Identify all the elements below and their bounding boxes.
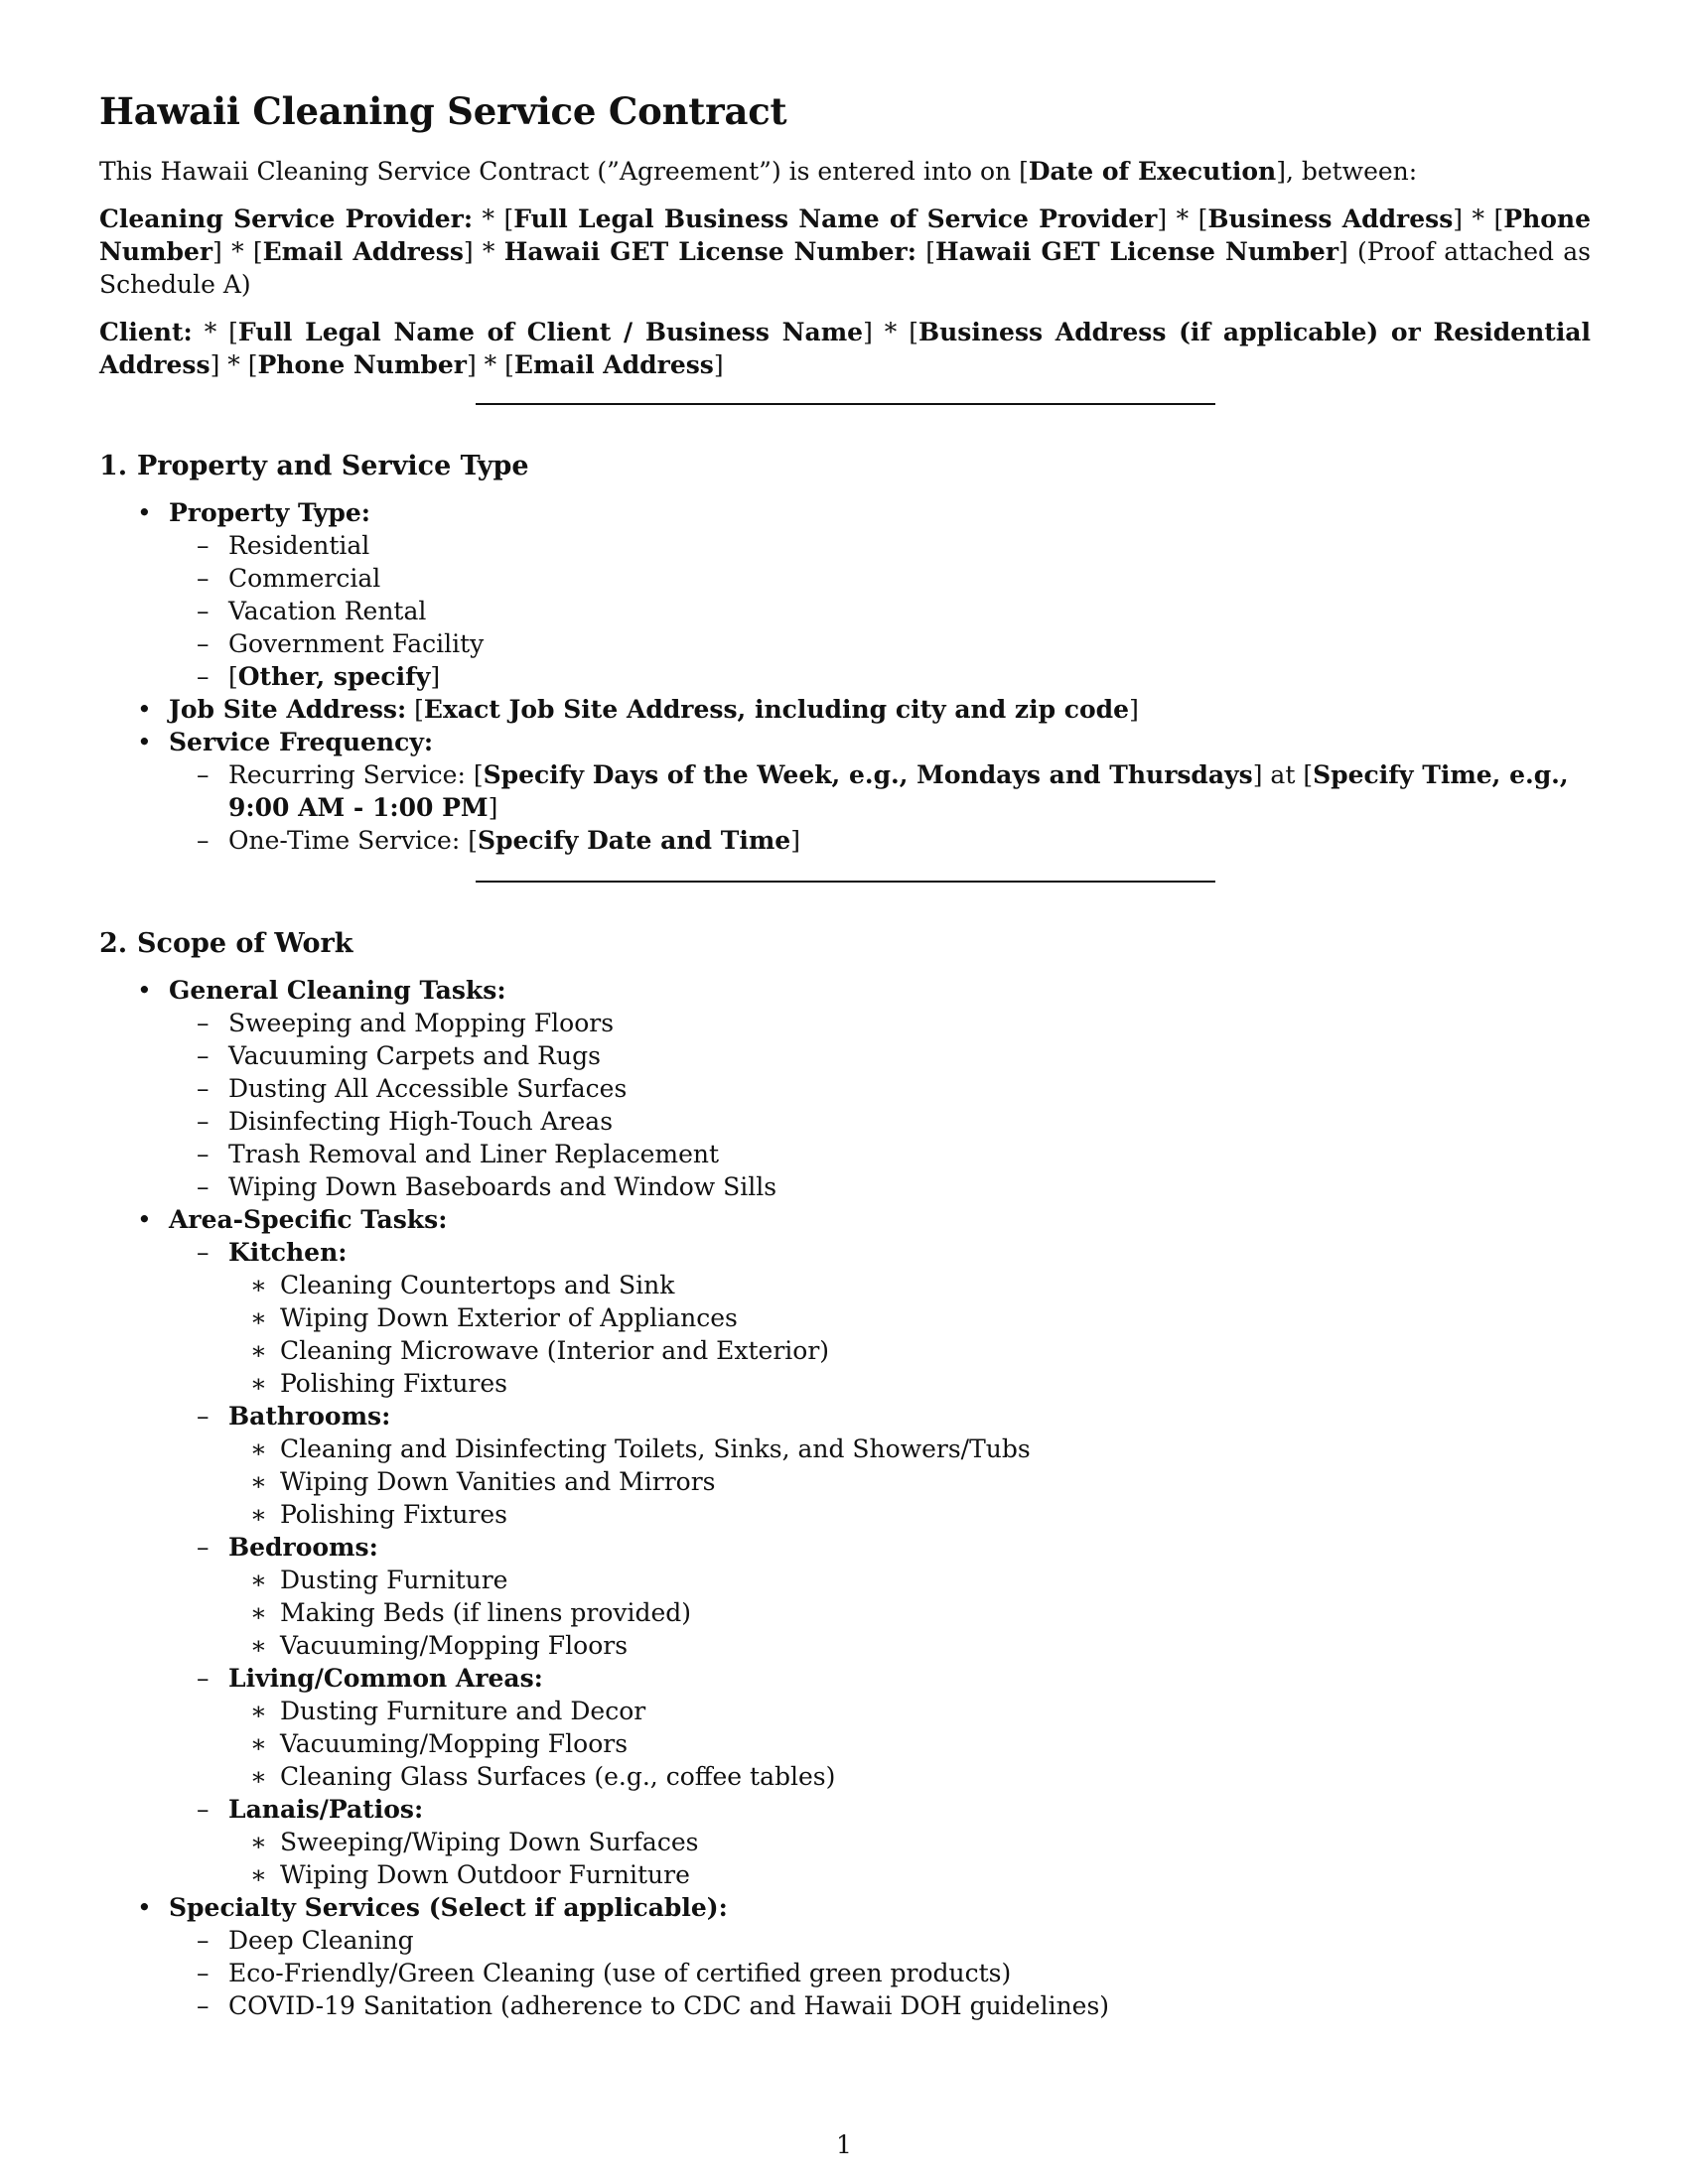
- dash-marker: –: [197, 1402, 210, 1431]
- document-page: [99, 87, 1591, 2022]
- page-title: Hawaii Cleaning Service Contract: [99, 89, 787, 133]
- intro-paragraph: This Hawaii Cleaning Service Contract (”Agreement”) is entered into on [Date of Execution], between:: [99, 157, 1418, 186]
- list-item: – Trash Removal and Liner Replacement: [197, 1140, 720, 1168]
- star-marker: ∗: [250, 1369, 267, 1398]
- dash-marker: –: [197, 629, 210, 658]
- list-item: ∗ Wiping Down Exterior of Appliances: [250, 1303, 738, 1332]
- star-marker: ∗: [250, 1860, 267, 1889]
- list-item: – Vacation Rental: [197, 597, 427, 625]
- list-item: – One-Time Service: [Specify Date and Time]: [197, 826, 800, 855]
- list-item: – COVID-19 Sanitation (adherence to CDC and Hawaii DOH guidelines): [197, 1991, 1110, 2020]
- star-marker: ∗: [250, 1336, 267, 1365]
- list-item: ∗ Sweeping/Wiping Down Surfaces: [250, 1828, 699, 1856]
- list-item: – Living/Common Areas:: [197, 1664, 543, 1693]
- horizontal-rule: [476, 403, 1215, 405]
- list-item: – Lanais/Patios:: [197, 1795, 424, 1824]
- list-item: ∗ Dusting Furniture and Decor: [250, 1697, 646, 1725]
- dash-marker: –: [197, 1664, 210, 1693]
- dash-marker: –: [197, 1238, 210, 1267]
- list-item: – Eco-Friendly/Green Cleaning (use of certified green products): [197, 1959, 1012, 1987]
- list-item: ∗ Cleaning and Disinfecting Toilets, Sinks, and Showers/Tubs: [250, 1434, 1031, 1463]
- section-2-list: [99, 974, 1591, 2022]
- list-item: • Job Site Address: [Exact Job Site Address, including city and zip code]: [137, 695, 1139, 724]
- list-item: – Government Facility: [197, 629, 485, 658]
- list-item: • General Cleaning Tasks:: [137, 976, 506, 1005]
- dash-marker: –: [197, 1991, 210, 2020]
- list-item: • Service Frequency:: [137, 728, 434, 756]
- star-marker: ∗: [250, 1434, 267, 1463]
- star-marker: ∗: [250, 1500, 267, 1529]
- dash-marker: –: [197, 662, 210, 691]
- list-item: – Recurring Service: [Specify Days of the Week, e.g., Mondays and Thursdays] at [Specify Time, e.g., 9:00 AM - 1:00 PM]: [197, 760, 1569, 822]
- list-item: – Kitchen:: [197, 1238, 348, 1267]
- dash-marker: –: [197, 1926, 210, 1955]
- list-item: ∗ Cleaning Glass Surfaces (e.g., coffee tables): [250, 1762, 836, 1791]
- star-marker: ∗: [250, 1828, 267, 1856]
- list-item: ∗ Wiping Down Outdoor Furniture: [250, 1860, 690, 1889]
- dash-marker: –: [197, 826, 210, 855]
- list-item: – Sweeping and Mopping Floors: [197, 1009, 615, 1037]
- bullet-marker: •: [137, 728, 152, 756]
- star-marker: ∗: [250, 1303, 267, 1332]
- dash-marker: –: [197, 1041, 210, 1070]
- dash-marker: –: [197, 564, 210, 593]
- section-2-heading: 2. Scope of Work: [99, 928, 353, 959]
- list-item: ∗ Polishing Fixtures: [250, 1369, 507, 1398]
- star-marker: ∗: [250, 1762, 267, 1791]
- list-item: – Deep Cleaning: [197, 1926, 414, 1955]
- star-marker: ∗: [250, 1631, 267, 1660]
- page-number: 1: [836, 2130, 852, 2159]
- list-item: – Bedrooms:: [197, 1533, 378, 1562]
- star-marker: ∗: [250, 1729, 267, 1758]
- bullet-marker: •: [137, 1205, 152, 1234]
- list-item: – Residential: [197, 531, 370, 560]
- dash-marker: –: [197, 1172, 210, 1201]
- section-1-list: [99, 496, 1591, 857]
- dash-marker: –: [197, 597, 210, 625]
- list-item: ∗ Dusting Furniture: [250, 1566, 508, 1594]
- provider-paragraph: Cleaning Service Provider: * [Full Legal Business Name of Service Provider] * [Business Address] * [Phone Number] * [Email Address] * Hawaii GET License Number: [Hawaii GET License Number] (Proof attached as Schedule A): [99, 205, 1592, 299]
- bullet-marker: •: [137, 1893, 152, 1922]
- dash-marker: –: [197, 1140, 210, 1168]
- list-item: ∗ Making Beds (if linens provided): [250, 1598, 692, 1627]
- client-label: Client:: [99, 318, 193, 346]
- dash-marker: –: [197, 531, 210, 560]
- horizontal-rule: [476, 881, 1215, 883]
- list-item: ∗ Vacuuming/Mopping Floors: [250, 1729, 629, 1758]
- star-marker: ∗: [250, 1697, 267, 1725]
- bullet-marker: •: [137, 976, 152, 1005]
- list-item: – [Other, specify]: [197, 662, 441, 691]
- list-item: ∗ Cleaning Countertops and Sink: [250, 1271, 675, 1299]
- list-item: – Vacuuming Carpets and Rugs: [197, 1041, 601, 1070]
- bullet-marker: •: [137, 695, 152, 724]
- list-item: – Bathrooms:: [197, 1402, 391, 1431]
- list-item: ∗ Vacuuming/Mopping Floors: [250, 1631, 629, 1660]
- dash-marker: –: [197, 1074, 210, 1103]
- list-item: • Area-Specific Tasks:: [137, 1205, 448, 1234]
- list-item: – Dusting All Accessible Surfaces: [197, 1074, 628, 1103]
- star-marker: ∗: [250, 1566, 267, 1594]
- bullet-marker: •: [137, 498, 152, 527]
- dash-marker: –: [197, 1795, 210, 1824]
- dash-marker: –: [197, 1959, 210, 1987]
- list-item: • Property Type:: [137, 498, 370, 527]
- list-item: ∗ Wiping Down Vanities and Mirrors: [250, 1467, 716, 1496]
- list-item: – Disinfecting High-Touch Areas: [197, 1107, 614, 1136]
- list-item: – Wiping Down Baseboards and Window Sills: [197, 1172, 777, 1201]
- client-paragraph: Client: * [Full Legal Name of Client / Business Name] * [Business Address (if applicable) or Residential Address] * [Phone Number] * [Email Address]: [99, 318, 1592, 379]
- provider-label: Cleaning Service Provider:: [99, 205, 474, 233]
- star-marker: ∗: [250, 1271, 267, 1299]
- list-item: – Commercial: [197, 564, 381, 593]
- section-1-heading: 1. Property and Service Type: [99, 451, 529, 481]
- list-item: ∗ Polishing Fixtures: [250, 1500, 507, 1529]
- star-marker: ∗: [250, 1598, 267, 1627]
- dash-marker: –: [197, 1009, 210, 1037]
- star-marker: ∗: [250, 1467, 267, 1496]
- dash-marker: –: [197, 1533, 210, 1562]
- list-item: ∗ Cleaning Microwave (Interior and Exterior): [250, 1336, 830, 1365]
- dash-marker: –: [197, 760, 210, 789]
- date-field: Date of Execution: [1028, 157, 1277, 186]
- dash-marker: –: [197, 1107, 210, 1136]
- list-item: • Specialty Services (Select if applicable):: [137, 1893, 728, 1922]
